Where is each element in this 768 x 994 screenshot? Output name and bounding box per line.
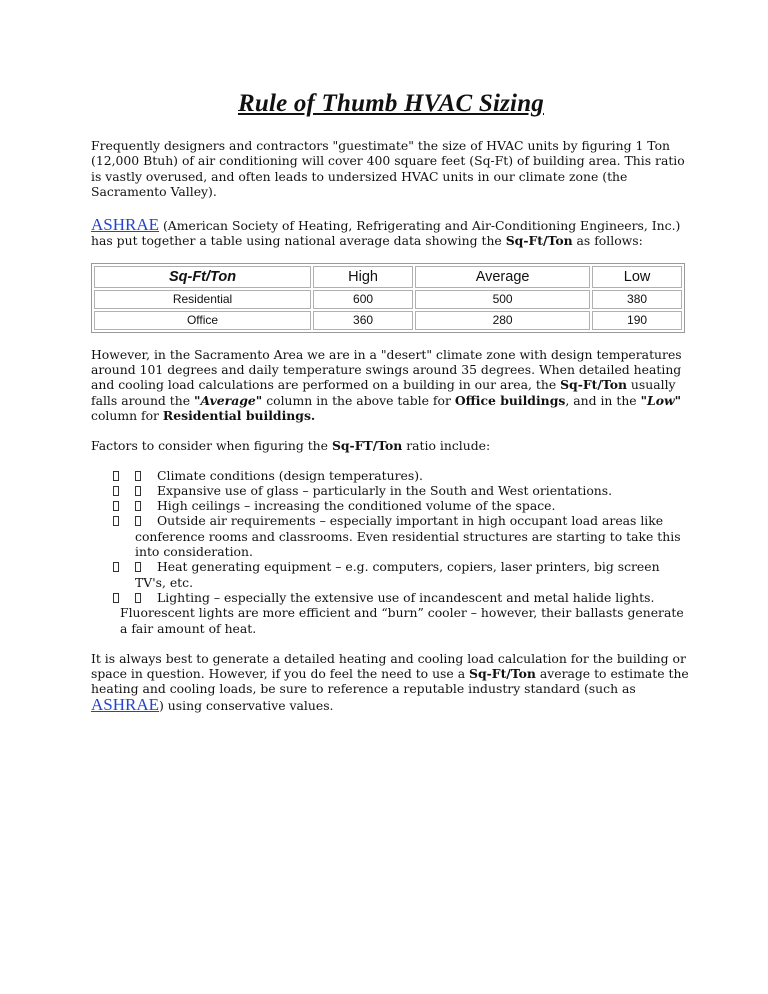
sacramento-bold-2: Office buildings (454, 392, 566, 408)
table-header-row (94, 266, 682, 288)
table-cell: 500 (415, 290, 590, 309)
factors-intro-text-2: ratio include: (402, 438, 491, 454)
ashrae-paragraph (91, 217, 691, 249)
list-item (91, 513, 691, 559)
intro-paragraph: Frequently designers and contractors "guestimate" the size of HVAC units by figuring 1 Ton (12,000 Btuh) of air conditioning will cover 400 square feet (Sq-Ft) of building area. This ratio is vastly overused, and often leads to undersized HVAC units in our climate zone (the Sacramento Valley). (91, 138, 685, 199)
ashrae-link[interactable]: ASHRAE (91, 215, 160, 235)
table-cell: Office (94, 311, 311, 330)
list-item-text: Lighting – especially the extensive use of incandescent and metal halide lights. (157, 589, 655, 605)
list-item (91, 468, 691, 483)
sqft-per-ton-table (91, 263, 685, 333)
sacramento-bolditalic-2: "Low" (640, 392, 682, 408)
ashrae-link-2[interactable]: ASHRAE (91, 694, 160, 714)
list-item-continuation: conference rooms and classrooms. Even residential structures are starting to take this into consideration. (135, 528, 681, 560)
page-title: Rule of Thumb HVAC Sizing (237, 90, 544, 117)
sacramento-text-3: column in the above table for (262, 392, 455, 408)
ashrae-paragraph-text-1: (American Society of Heating, Refrigerating and Air-Conditioning Engineers, Inc.) has put together a table using national average data showing the (91, 218, 681, 249)
table-cell: 380 (592, 290, 682, 309)
bullet-box-icon (113, 562, 119, 572)
sacramento-bold-3: Residential buildings. (162, 407, 316, 423)
factors-intro-paragraph (91, 438, 691, 453)
bullet-box-icon (113, 471, 119, 481)
list-item-continuation: Fluorescent lights are more efficient and “burn” cooler – however, their ballasts generate a fair amount of heat. (120, 605, 684, 636)
table-cell: 360 (313, 311, 413, 330)
ashrae-paragraph-bold-1: Sq-Ft/Ton (505, 233, 573, 249)
sacramento-text-1: However, in the Sacramento Area we are in a "desert" climate zone with design temperatures around 101 degrees and daily temperature swings around 35 degrees. When detailed heating and cooling load calculations are performed on a building in our area, the (91, 346, 682, 393)
factors-intro-text-1: Factors to consider when figuring the (91, 438, 332, 454)
list-item (91, 590, 691, 636)
table-header-low: Low (592, 266, 682, 288)
table-cell: 600 (313, 290, 413, 309)
list-item (91, 483, 691, 498)
document-page (91, 90, 691, 713)
table-row (94, 290, 682, 309)
bullet-box-icon (113, 486, 119, 496)
bullet-box-icon (135, 516, 141, 526)
bullet-box-icon (135, 471, 141, 481)
conclusion-text-2: average to estimate the heating and cooling loads, be sure to reference a reputable industry standard (such as (91, 666, 689, 697)
table-header-sqft-ton: Sq-Ft/Ton (94, 266, 311, 288)
list-item (91, 498, 691, 513)
sacramento-bolditalic-1: "Average" (194, 392, 263, 408)
sacramento-text-2: usually falls around the (91, 377, 676, 408)
table-header-high: High (313, 266, 413, 288)
bullet-box-icon (135, 486, 141, 496)
bullet-box-icon (135, 562, 141, 572)
table-cell: Residential (94, 290, 311, 309)
sacramento-text-4: , and in the (565, 392, 641, 408)
bullet-box-icon (113, 593, 119, 603)
list-item-text: High ceilings – increasing the conditioned volume of the space. (157, 498, 556, 514)
conclusion-paragraph (91, 651, 691, 713)
factors-intro-bold-1: Sq-FT/Ton (331, 438, 403, 454)
sacramento-bold-1: Sq-Ft/Ton (560, 377, 627, 393)
sacramento-text-5: column for (91, 407, 163, 423)
bullet-box-icon (135, 593, 141, 603)
conclusion-bold-1: Sq-Ft/Ton (469, 666, 536, 682)
list-item-text: Heat generating equipment – e.g. computers, copiers, laser printers, big screen TV's, etc. (135, 559, 660, 590)
factors-list (91, 468, 691, 636)
table-header-average: Average (415, 266, 590, 288)
conclusion-text-3: ) using conservative values. (159, 697, 334, 713)
sacramento-paragraph (91, 347, 691, 423)
table-cell: 280 (415, 311, 590, 330)
bullet-box-icon (113, 501, 119, 511)
ashrae-paragraph-text-2: as follows: (572, 233, 643, 249)
table-row (94, 311, 682, 330)
bullet-box-icon (135, 501, 141, 511)
bullet-box-icon (113, 516, 119, 526)
list-item-text: Climate conditions (design temperatures). (157, 467, 423, 483)
conclusion-text-1: It is always best to generate a detailed heating and cooling load calculation for the building or space in question. However, if you do feel the need to use a (91, 650, 686, 682)
list-item-text: Outside air requirements – especially important in high occupant load areas like (157, 513, 664, 529)
table-cell: 190 (592, 311, 682, 330)
list-item (91, 559, 691, 590)
list-item-text: Expansive use of glass – particularly in the South and West orientations. (157, 482, 613, 498)
